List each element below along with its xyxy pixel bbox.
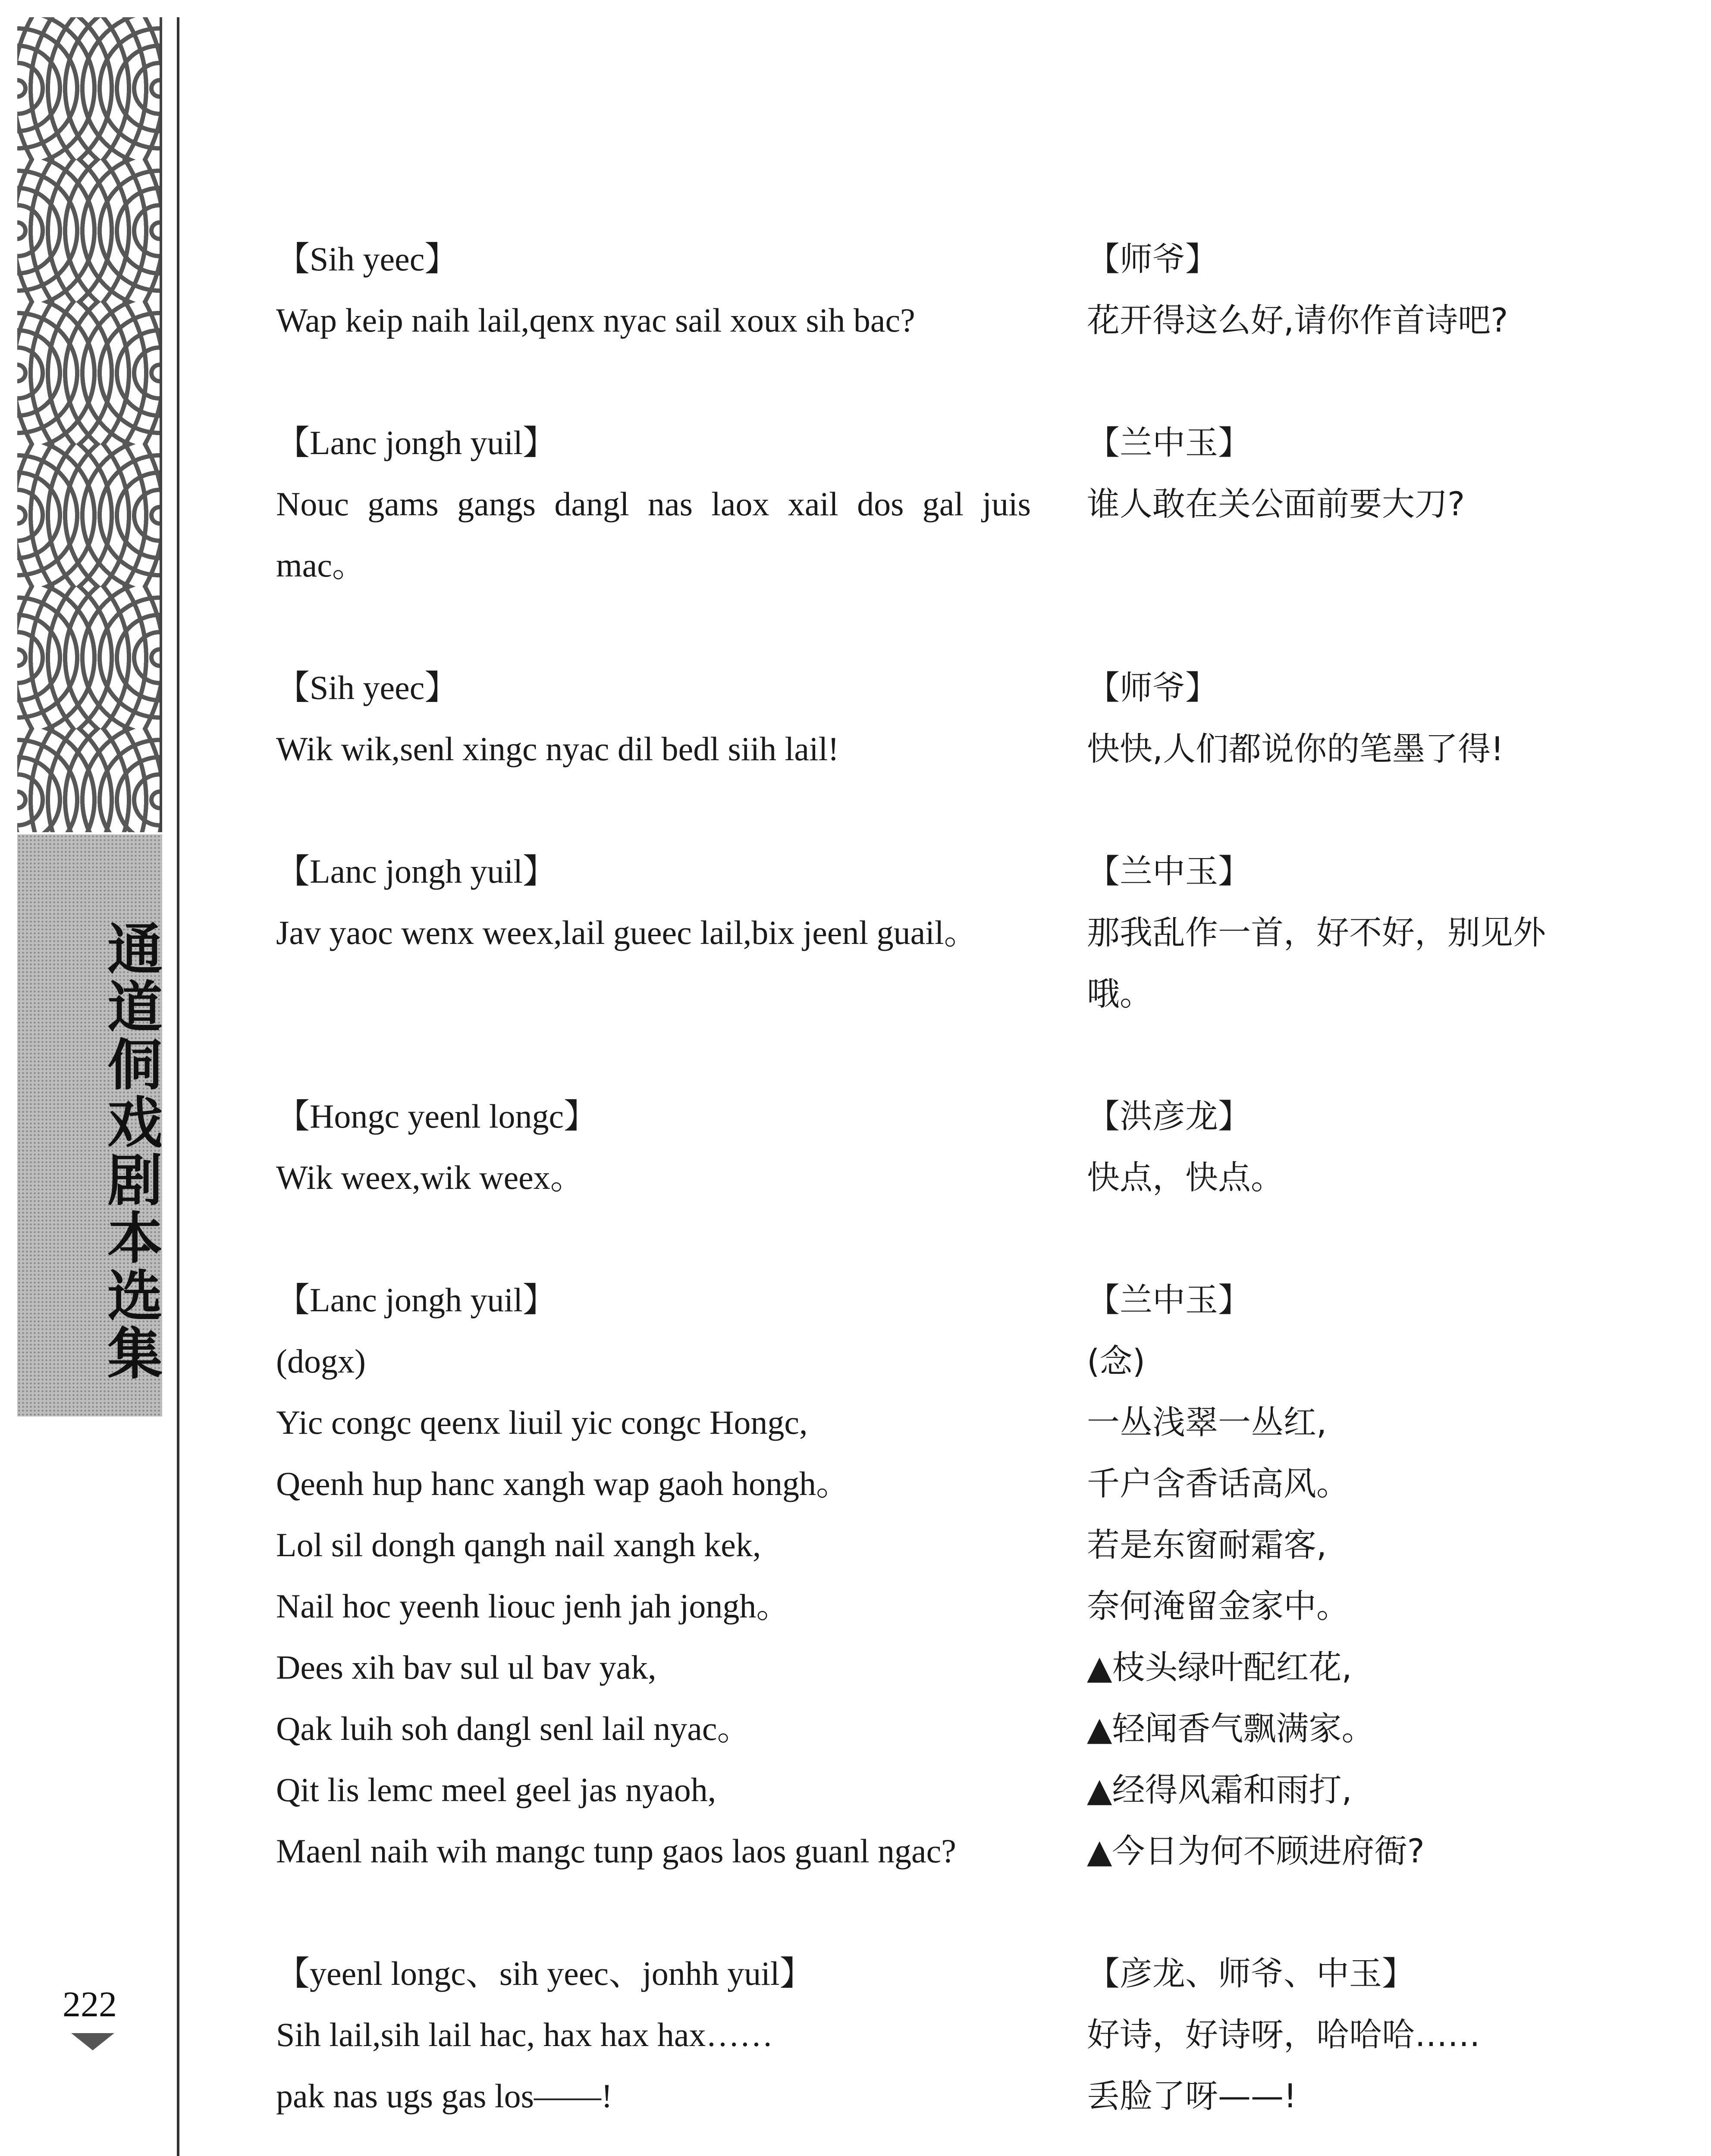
dialogue-block [276,841,1570,1025]
dong-line: Yic congc qeenx liuil yic congc Hongc, [276,1404,808,1441]
script-content [276,229,1570,2156]
dong-line: Maenl naih wih mangc tunp gaos laos guanl ngac? [276,1832,956,1870]
vertical-rule [177,17,179,2156]
dong-line: Wik weex,wik weex。 [276,1159,584,1196]
zh-line: ▲今日为何不顾进府衙? [1087,1832,1425,1870]
dialogue-block [276,657,1570,780]
dong-line: Qak luih soh dangl senl lail nyac。 [276,1710,751,1747]
dong-speaker: 【yeenl longc、sih yeec、jonhh yuil】 [276,1955,813,1992]
dong-line: Sih lail,sih lail hac, hax hax hax…… [276,2016,773,2053]
chinese-text [1087,229,1570,351]
chinese-text [1087,412,1570,535]
decorative-border-pattern [17,17,162,832]
dong-line: Wik wik,senl xingc nyac dil bedl siih lail! [276,730,839,768]
zh-line: 那我乱作一首，好不好，别见外哦。 [1087,913,1546,1013]
zh-line: 快点，快点。 [1087,1158,1284,1197]
dialogue-block [276,229,1570,351]
dong-text [276,841,1031,963]
chinese-text [1087,841,1570,1025]
zh-speaker: 【兰中玉】 [1087,1281,1251,1319]
zh-line: ▲经得风霜和雨打, [1087,1771,1352,1809]
zh-line: 千户含香话高风。 [1087,1464,1349,1503]
chinese-text [1087,1269,1570,1882]
dialogue-block [276,412,1570,596]
zh-line: 丢脸了呀——! [1087,2077,1297,2115]
chinese-text [1087,1086,1570,1208]
zh-speaker: 【兰中玉】 [1087,852,1251,890]
page-number: 222 [63,1984,117,2024]
zh-line: 花开得这么好,请你作首诗吧? [1087,301,1508,339]
dong-line: pak nas ugs gas los——! [276,2077,612,2115]
zh-line: 快快,人们都说你的笔墨了得! [1087,730,1504,768]
zh-speaker: 【洪彦龙】 [1087,1097,1251,1135]
book-title: 通道侗戏剧本选集 [98,920,162,1382]
dong-speaker: 【Lanc jongh yuil】 [276,424,556,461]
dong-speaker: 【Sih yeec】 [276,669,458,706]
chinese-text [1087,657,1570,780]
zh-line: 一丛浅翠一丛红, [1087,1403,1327,1442]
zh-line: 谁人敢在关公面前要大刀? [1087,485,1465,523]
zh-speaker: 【彦龙、师爷、中玉】 [1087,1954,1415,1993]
chinese-text [1087,1943,1570,2127]
dong-line: Nail hoc yeenh liouc jenh jah jongh。 [276,1587,790,1625]
dong-speaker: 【Hongc yeenl longc】 [276,1097,598,1135]
zh-line: ▲枝头绿叶配红花, [1087,1648,1352,1686]
dong-line: Dees xih bav sul ul bav yak, [276,1648,656,1686]
zh-speaker: 【师爷】 [1087,668,1218,707]
zh-speaker: 【兰中玉】 [1087,423,1251,462]
dong-line: Nouc gams gangs dangl nas laox xail dos gal juis mac。 [276,485,1039,584]
zh-line: 好诗，好诗呀，哈哈哈…… [1087,2015,1480,2054]
dong-line: Qeenh hup hanc xangh wap gaoh hongh。 [276,1465,850,1502]
dong-speaker: 【Lanc jongh yuil】 [276,852,556,890]
dong-line: Qit lis lemc meel geel jas nyaoh, [276,1771,716,1808]
dong-speaker: 【Lanc jongh yuil】 [276,1281,556,1319]
dong-text [276,1269,1031,1882]
dong-text [276,1086,1031,1208]
dong-line: Lol sil dongh qangh nail xangh kek, [276,1526,761,1564]
dialogue-block [276,1943,1570,2127]
dong-speaker: 【Sih yeec】 [276,240,458,278]
dong-text [276,412,1039,596]
dong-line: (dogx) [276,1342,366,1380]
zh-speaker: 【师爷】 [1087,240,1218,278]
dong-line: Jav yaoc wenx weex,lail gueec lail,bix jeenl guail。 [276,914,978,951]
dong-text [276,229,1031,351]
dong-text [276,1943,1031,2127]
dong-text [276,657,1031,780]
dialogue-block [276,1086,1570,1208]
zh-line: (念) [1087,1342,1146,1380]
dialogue-block [276,1269,1570,1882]
dong-line: Wap keip naih lail,qenx nyac sail xoux sih bac? [276,301,915,339]
zh-line: ▲轻闻香气飘满家。 [1087,1709,1375,1748]
zh-line: 奈何淹留金家中。 [1087,1587,1349,1625]
zh-line: 若是东窗耐霜客, [1087,1526,1327,1564]
ornament-icon [71,2033,114,2050]
